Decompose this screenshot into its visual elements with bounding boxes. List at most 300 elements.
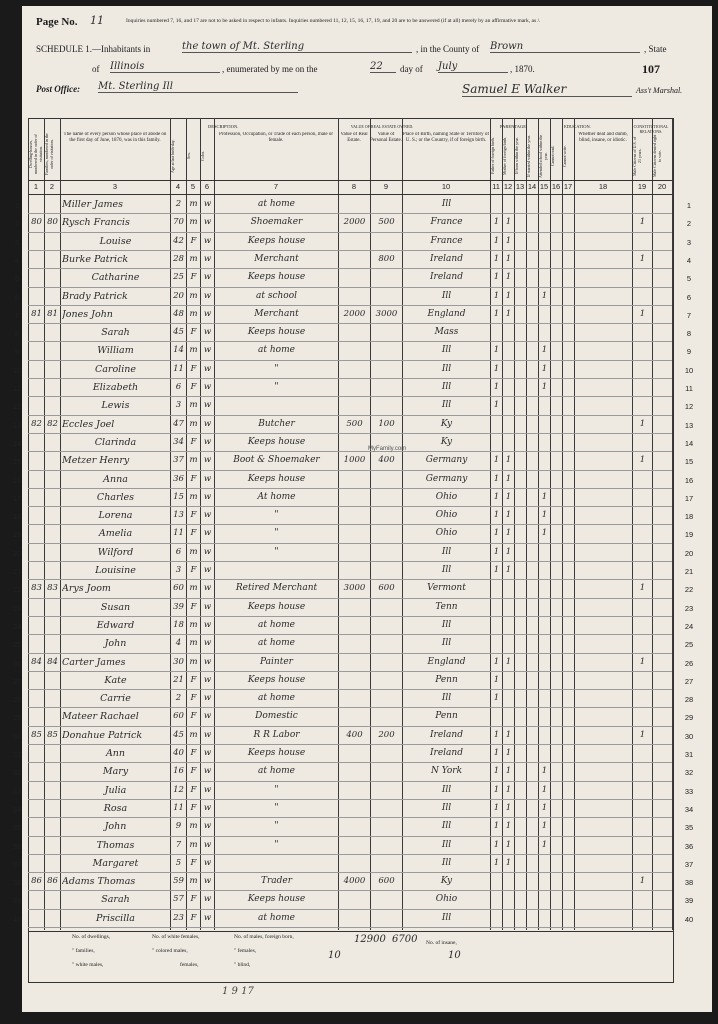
sex: m xyxy=(189,253,198,264)
father-foreign-mark: 1 xyxy=(493,693,500,704)
age: 48 xyxy=(173,308,184,319)
place-of-birth: Ill xyxy=(441,345,452,356)
mother-foreign-mark: 1 xyxy=(505,217,512,228)
age: 2 xyxy=(175,693,182,704)
column-divider xyxy=(672,118,673,930)
father-foreign-mark: 1 xyxy=(493,382,500,392)
footer-total-real-estate: 12900 xyxy=(354,934,386,945)
place-of-birth: Ill xyxy=(441,912,452,923)
place-of-birth: Ky xyxy=(440,876,453,887)
person-name: Charles xyxy=(96,491,135,503)
column-number: 6 xyxy=(204,182,210,191)
table-row xyxy=(28,287,672,288)
school-mark: 1 xyxy=(541,802,548,813)
column-number: 11 xyxy=(492,182,500,191)
citizen-mark: 1 xyxy=(639,418,646,429)
occupation: Keeps house xyxy=(247,272,306,283)
day-of-label: day of xyxy=(400,64,423,74)
place-of-birth: Vermont xyxy=(427,583,466,594)
person-name: Metzer Henry xyxy=(62,455,130,467)
age: 36 xyxy=(173,473,184,484)
line-number: 29 xyxy=(12,713,22,723)
sheet-number: 107 xyxy=(642,62,660,76)
line-number: 14 xyxy=(12,438,22,448)
group-header-description: DESCRIPTION. xyxy=(208,124,239,129)
place-of-birth: Ill xyxy=(441,565,452,575)
sex: F xyxy=(190,473,197,484)
father-foreign-mark: 1 xyxy=(493,674,500,685)
age: 37 xyxy=(173,455,184,466)
sex: F xyxy=(190,272,197,283)
enumeration-year: , 1870. xyxy=(510,64,535,74)
footer-families: " families, xyxy=(72,948,95,954)
line-number: 37 xyxy=(684,859,694,869)
line-number: 26 xyxy=(684,658,694,668)
color: w xyxy=(203,400,212,411)
age: 11 xyxy=(173,528,184,539)
place-of-birth: Ohio xyxy=(435,528,458,539)
place-of-birth: Ohio xyxy=(435,894,458,905)
sex: F xyxy=(190,235,197,246)
age: 34 xyxy=(173,436,184,447)
place-of-birth: Ohio xyxy=(435,510,458,521)
table-row xyxy=(28,360,672,361)
age: 45 xyxy=(173,327,184,338)
personal-estate-value: 100 xyxy=(378,418,395,429)
color: w xyxy=(203,290,212,301)
color: w xyxy=(203,382,212,392)
occupation: Merchant xyxy=(254,253,299,264)
sex: m xyxy=(189,345,198,356)
age: 6 xyxy=(175,546,182,557)
sex: F xyxy=(190,748,197,758)
table-row xyxy=(28,396,672,397)
sex: m xyxy=(189,839,198,850)
sex: F xyxy=(190,802,197,813)
sex: F xyxy=(190,382,197,392)
age: 3 xyxy=(175,565,182,575)
citizen-mark: 1 xyxy=(639,876,646,887)
table-row xyxy=(28,543,672,544)
mother-foreign-mark: 1 xyxy=(505,510,512,521)
family-number: 82 xyxy=(47,418,58,429)
father-foreign-mark: 1 xyxy=(493,784,500,795)
age: 57 xyxy=(173,894,184,905)
person-name: Rysch Francis xyxy=(62,217,130,229)
line-number: 6 xyxy=(14,292,20,302)
place-of-birth: Mass xyxy=(434,327,459,338)
column-number: 16 xyxy=(551,182,561,191)
father-foreign-mark: 1 xyxy=(493,400,500,411)
occupation: Domestic xyxy=(255,711,298,722)
line-number: 37 xyxy=(12,859,22,869)
age: 11 xyxy=(173,363,184,374)
table-row xyxy=(28,250,672,251)
person-name: Donahue Patrick xyxy=(62,729,143,741)
line-number: 13 xyxy=(12,420,22,430)
color: w xyxy=(203,802,212,813)
column-number: 12 xyxy=(503,182,513,191)
personal-estate-value: 400 xyxy=(378,455,395,466)
sex: F xyxy=(190,857,197,868)
citizen-mark: 1 xyxy=(639,217,646,228)
state-name: Illinois xyxy=(110,61,220,73)
real-estate-value: 400 xyxy=(346,729,363,740)
line-number: 33 xyxy=(12,786,22,796)
post-office-name: Mt. Sterling Ill xyxy=(98,81,298,93)
table-row xyxy=(28,415,672,416)
father-foreign-mark: 1 xyxy=(493,491,500,502)
column-header: Color. xyxy=(200,151,205,161)
table-row xyxy=(28,305,672,306)
mother-foreign-mark: 1 xyxy=(505,784,512,795)
sex: F xyxy=(190,674,197,685)
mother-foreign-mark: 1 xyxy=(505,766,512,777)
line-number: 8 xyxy=(14,329,20,339)
table-row xyxy=(28,232,672,233)
mother-foreign-mark: 1 xyxy=(505,656,512,667)
school-mark: 1 xyxy=(541,290,548,301)
table-row xyxy=(28,927,672,928)
line-number: 15 xyxy=(12,457,22,467)
school-mark: 1 xyxy=(541,821,548,832)
place-of-birth: Ill xyxy=(441,839,452,850)
person-name: Anna xyxy=(103,473,128,485)
line-number: 21 xyxy=(12,567,22,576)
person-name: Adams Thomas xyxy=(62,876,136,888)
line-number: 35 xyxy=(12,823,22,833)
instructions-text: Inquiries numbered 7, 16, and 17 are not to be asked in respect to infants. Inquiries numbered 11, 12, 15, 16, 17, 19, and 20 are to be answered (if at all) merely by an affirmative mark, as /. xyxy=(126,18,541,24)
person-name: Caroline xyxy=(94,363,136,375)
line-number: 8 xyxy=(686,329,692,339)
mother-foreign-mark: 1 xyxy=(505,565,512,575)
color: w xyxy=(203,272,212,283)
place-of-birth: Ireland xyxy=(430,748,463,758)
age: 30 xyxy=(173,656,184,667)
age: 42 xyxy=(173,235,184,246)
mother-foreign-mark: 1 xyxy=(505,253,512,264)
age: 23 xyxy=(173,912,184,923)
column-number: 5 xyxy=(190,182,196,191)
line-number: 2 xyxy=(686,219,692,229)
table-row xyxy=(28,268,672,269)
line-number: 17 xyxy=(684,493,694,503)
sex: m xyxy=(189,638,198,649)
line-number: 32 xyxy=(12,768,22,778)
line-number: 7 xyxy=(14,310,20,320)
line-number: 31 xyxy=(684,750,694,759)
place-of-birth: France xyxy=(430,217,463,228)
table-row xyxy=(28,341,672,342)
column-number: 14 xyxy=(527,182,537,191)
age: 45 xyxy=(173,729,184,740)
color: w xyxy=(203,857,212,868)
table-row xyxy=(28,836,672,837)
county-name: Brown xyxy=(490,41,640,53)
line-number: 34 xyxy=(12,804,22,814)
color: w xyxy=(203,363,212,374)
father-foreign-mark: 1 xyxy=(493,345,500,356)
occupation: Shoemaker xyxy=(250,217,303,228)
person-name: Ann xyxy=(105,748,126,759)
footer-white-males: " white males, xyxy=(72,962,104,968)
line-number: 23 xyxy=(12,603,22,613)
mother-foreign-mark: 1 xyxy=(505,473,512,484)
color: w xyxy=(203,308,212,319)
line-number: 23 xyxy=(684,603,694,613)
occupation: " xyxy=(274,382,279,392)
age: 59 xyxy=(173,876,184,887)
occupation: Keeps house xyxy=(247,235,306,246)
person-name: Arys Joom xyxy=(62,583,111,595)
occupation: Keeps house xyxy=(247,894,306,905)
color: w xyxy=(203,473,212,484)
age: 60 xyxy=(173,583,184,594)
place-of-birth: Ill xyxy=(441,821,452,832)
table-row xyxy=(28,726,672,727)
place-of-birth: Ireland xyxy=(430,272,463,283)
color: w xyxy=(203,821,212,832)
real-estate-value: 2000 xyxy=(343,217,366,228)
color: w xyxy=(203,199,212,209)
color: w xyxy=(203,656,212,667)
real-estate-value: 3000 xyxy=(343,583,366,594)
column-header: Cannot read. xyxy=(550,145,555,167)
mother-foreign-mark: 1 xyxy=(505,857,512,868)
line-number: 22 xyxy=(12,585,22,595)
person-name: Catharine xyxy=(91,272,140,284)
family-number: 80 xyxy=(47,217,58,228)
father-foreign-mark: 1 xyxy=(493,235,500,246)
mother-foreign-mark: 1 xyxy=(505,528,512,539)
color: w xyxy=(203,528,212,539)
age: 18 xyxy=(173,619,184,630)
line-number: 28 xyxy=(684,695,694,705)
real-estate-value: 2000 xyxy=(343,308,366,319)
table-row xyxy=(28,488,672,489)
sex: F xyxy=(190,766,197,777)
line-number: 3 xyxy=(686,237,692,247)
table-row xyxy=(28,799,672,800)
occupation: Retired Merchant xyxy=(235,583,318,594)
place-of-birth: Ill xyxy=(441,784,452,795)
color: w xyxy=(203,235,212,246)
school-mark: 1 xyxy=(541,784,548,795)
sex: m xyxy=(189,199,198,209)
table-row xyxy=(28,909,672,910)
person-name: Mateer Rachael xyxy=(62,711,139,723)
family-number: 83 xyxy=(47,583,58,594)
line-number: 36 xyxy=(12,841,22,851)
sex: F xyxy=(190,912,197,923)
age: 7 xyxy=(175,839,182,850)
line-number: 6 xyxy=(686,292,692,302)
occupation: at home xyxy=(258,693,295,704)
place-of-birth: England xyxy=(427,656,466,667)
footer-insane: No. of insane, xyxy=(426,940,457,946)
place-of-birth: Ill xyxy=(441,546,452,557)
color: w xyxy=(203,711,212,722)
column-number: 2 xyxy=(49,182,55,191)
occupation: " xyxy=(274,821,279,832)
family-number: 84 xyxy=(47,656,58,667)
dwelling-number: 80 xyxy=(31,217,42,228)
line-number: 3 xyxy=(14,237,20,247)
line-number: 29 xyxy=(684,713,694,723)
line-number: 21 xyxy=(684,567,694,576)
line-number: 31 xyxy=(12,750,22,759)
place-of-birth: Ill xyxy=(441,802,452,813)
place-of-birth: Ill xyxy=(441,363,452,374)
father-foreign-mark: 1 xyxy=(493,290,500,301)
personal-estate-value: 600 xyxy=(378,583,395,594)
line-number: 24 xyxy=(684,621,694,631)
father-foreign-mark: 1 xyxy=(493,766,500,777)
footer-foreign: No. of males, foreign born, xyxy=(234,934,294,940)
color: w xyxy=(203,748,212,758)
line-number: 22 xyxy=(684,585,694,595)
column-number: 7 xyxy=(273,182,279,191)
marshal-signature: Samuel E Walker xyxy=(462,82,632,97)
line-number: 39 xyxy=(684,896,694,906)
person-name: Louisine xyxy=(95,565,136,576)
occupation: R R Labor xyxy=(253,729,300,740)
age: 25 xyxy=(173,272,184,283)
mother-foreign-mark: 1 xyxy=(505,491,512,502)
occupation: Butcher xyxy=(258,418,295,429)
column-header: Father of foreign birth. xyxy=(490,137,495,175)
person-name: Jones John xyxy=(62,308,113,320)
family-number: 85 xyxy=(47,729,58,740)
occupation: at home xyxy=(258,766,295,777)
column-header: Profession, Occupation, or Trade of each person, male or female. xyxy=(219,132,333,143)
occupation: " xyxy=(274,363,279,374)
table-row xyxy=(28,817,672,818)
person-name: Edward xyxy=(96,619,135,631)
page-number: 11 xyxy=(90,14,104,27)
of-label: of xyxy=(92,64,100,74)
column-header: The name of every person whose place of abode on the first day of June, 1870, was in this family. xyxy=(63,132,167,143)
enumeration-month: July xyxy=(438,61,508,73)
father-foreign-mark: 1 xyxy=(493,546,500,557)
color: w xyxy=(203,510,212,521)
occupation: Keeps house xyxy=(247,674,306,685)
line-number: 5 xyxy=(14,274,20,284)
marshal-title: Ass't Marshal. xyxy=(636,86,683,95)
line-number: 30 xyxy=(12,731,22,741)
sex: m xyxy=(189,656,198,667)
place-of-birth: Ill xyxy=(441,638,452,649)
enumerated-label: , enumerated by me on the xyxy=(222,64,318,74)
color: w xyxy=(203,693,212,704)
column-header: If married within the year. xyxy=(526,135,531,177)
personal-estate-value: 500 xyxy=(378,217,395,228)
line-number: 24 xyxy=(12,621,22,631)
citizen-mark: 1 xyxy=(639,455,646,466)
color: w xyxy=(203,784,212,795)
father-foreign-mark: 1 xyxy=(493,857,500,868)
sex: m xyxy=(189,729,198,740)
occupation: " xyxy=(274,784,279,795)
sex: m xyxy=(189,876,198,887)
occupation: " xyxy=(274,546,279,557)
personal-estate-value: 600 xyxy=(378,876,395,887)
line-number: 12 xyxy=(684,402,694,412)
family-number: 86 xyxy=(47,876,58,887)
citizen-mark: 1 xyxy=(639,583,646,594)
table-row xyxy=(28,744,672,745)
occupation: " xyxy=(274,802,279,813)
occupation: at school xyxy=(255,290,297,301)
person-name: Sarah xyxy=(101,894,130,906)
mother-foreign-mark: 1 xyxy=(505,821,512,832)
school-mark: 1 xyxy=(541,345,548,356)
place-of-birth: Ill xyxy=(441,857,452,868)
sex: m xyxy=(189,583,198,594)
line-number: 30 xyxy=(684,731,694,741)
color: w xyxy=(203,619,212,630)
footer-count-a: 10 xyxy=(328,950,341,961)
table-row xyxy=(28,689,672,690)
age: 11 xyxy=(173,802,184,813)
group-header-constitutional: CONSTITUTIONAL RELATIONS. xyxy=(633,124,669,134)
line-number: 9 xyxy=(14,347,20,357)
line-number: 28 xyxy=(12,695,22,705)
table-row xyxy=(28,378,672,379)
place-of-birth: Penn xyxy=(435,711,458,722)
sex: F xyxy=(190,363,197,374)
table-row xyxy=(28,579,672,580)
schedule-label: SCHEDULE 1.—Inhabitants in xyxy=(36,44,151,54)
mother-foreign-mark: 1 xyxy=(505,748,512,758)
margin-note: 1 9 17 xyxy=(222,986,254,997)
age: 60 xyxy=(173,711,184,722)
age: 4 xyxy=(175,638,182,649)
sex: F xyxy=(190,693,197,704)
color: w xyxy=(203,638,212,649)
person-name: Margaret xyxy=(92,857,139,869)
age: 5 xyxy=(175,857,182,868)
table-row xyxy=(28,598,672,599)
column-number: 13 xyxy=(515,182,525,191)
occupation: at home xyxy=(258,619,295,630)
footer-total-personal-estate: 6700 xyxy=(392,934,418,945)
real-estate-value: 500 xyxy=(346,418,363,429)
school-mark: 1 xyxy=(541,382,548,392)
footer-colored-males: " colored males, xyxy=(152,948,188,954)
age: 39 xyxy=(173,601,184,612)
table-row xyxy=(28,872,672,873)
town-name: the town of Mt. Sterling xyxy=(182,41,412,53)
person-name: William xyxy=(97,345,134,357)
sex: m xyxy=(189,546,198,557)
table-row xyxy=(28,506,672,507)
column-header: Male Citizens denied right to vote. xyxy=(652,134,662,178)
person-name: Julia xyxy=(104,784,127,796)
color: w xyxy=(203,217,212,228)
dwelling-number: 84 xyxy=(31,656,42,667)
person-name: Kate xyxy=(104,674,127,686)
color: w xyxy=(203,601,212,612)
group-header-education: EDUCATION. xyxy=(564,124,591,129)
line-number: 4 xyxy=(14,255,20,265)
line-number: 34 xyxy=(684,804,694,814)
column-number: 17 xyxy=(563,182,573,191)
place-of-birth: Ill xyxy=(441,619,452,630)
occupation: Keeps house xyxy=(247,473,306,484)
color: w xyxy=(203,418,212,429)
column-header: If born within the year. xyxy=(514,137,519,175)
